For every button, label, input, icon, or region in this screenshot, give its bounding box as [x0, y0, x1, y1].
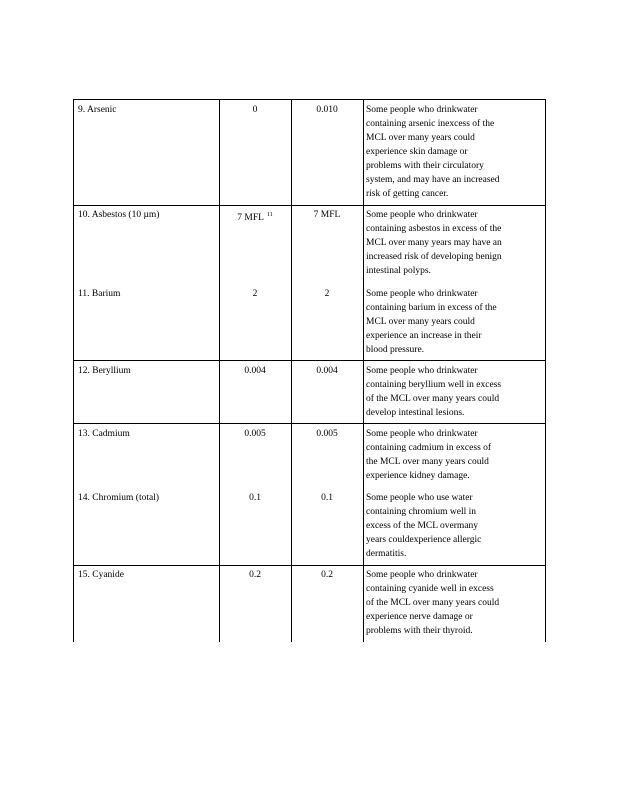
column-divider [363, 100, 364, 642]
health-effect-text: Some people who drinkwater containing arsenic inexcess of the MCL over many years could experience skin damage or problems with their circulatory system, and may have an increased risk of getting cancer. [366, 105, 500, 199]
health-effect-text: Some people who use water containing chromium well in excess of the MCL overmany years couldexperience allergic dermatitis. [366, 493, 482, 559]
column-divider [291, 100, 292, 642]
column-divider [219, 100, 220, 642]
mcl-value: 0.004 [316, 366, 338, 376]
contaminant-name: 10. Asbestos (10 µm) [78, 210, 160, 220]
health-effect-text: Some people who drinkwater containing cadmium in excess of the MCL over many years could experience kidney damage. [366, 429, 492, 481]
mclg-value: 2 [252, 289, 258, 299]
contaminant-name: 11. Barium [78, 289, 121, 299]
mcl-value: 0.005 [316, 429, 338, 439]
row-divider [74, 360, 545, 361]
row-divider [74, 423, 545, 424]
contaminant-name: 14. Chromium (total) [78, 493, 160, 503]
mclg-value: 0.005 [244, 429, 266, 439]
row-divider [74, 205, 545, 206]
health-effect-text: Some people who drinkwater containing beryllium well in excess of the MCL over many years could develop intestinal lesions. [366, 366, 502, 418]
footnote-marker: 11 [266, 212, 273, 218]
contaminant-table [73, 99, 546, 642]
mclg-value-text: 7 MFL [237, 213, 264, 223]
mcl-value: 0.1 [321, 493, 333, 503]
health-effect-text: Some people who drinkwater containing asbestos in excess of the MCL over many years may have an increased risk of developing benign intestinal polyps. [366, 210, 502, 276]
row-divider [74, 565, 545, 566]
mcl-value: 0.010 [316, 105, 338, 115]
mcl-value: 2 [324, 289, 330, 299]
mclg-value: 0.1 [249, 493, 261, 503]
health-effect-text: Some people who drinkwater containing barium in excess of the MCL over many years could experience an increase in their blood pressure. [366, 289, 497, 355]
contaminant-name: 13. Cadmium [78, 429, 130, 439]
mcl-value: 0.2 [321, 570, 333, 580]
mclg-value: 0.004 [244, 366, 266, 376]
mcl-value: 7 MFL [313, 210, 341, 220]
mclg-value: 0.2 [249, 570, 261, 580]
mclg-value [225, 208, 285, 225]
mclg-value: 0 [252, 105, 258, 115]
contaminant-name: 12. Beryllium [78, 366, 131, 376]
contaminant-name: 15. Cyanide [78, 570, 124, 580]
health-effect-text: Some people who drinkwater containing cyanide well in excess of the MCL over many years could experience nerve damage or problems with their thyroid. [366, 570, 500, 636]
contaminant-name: 9. Arsenic [78, 105, 117, 115]
